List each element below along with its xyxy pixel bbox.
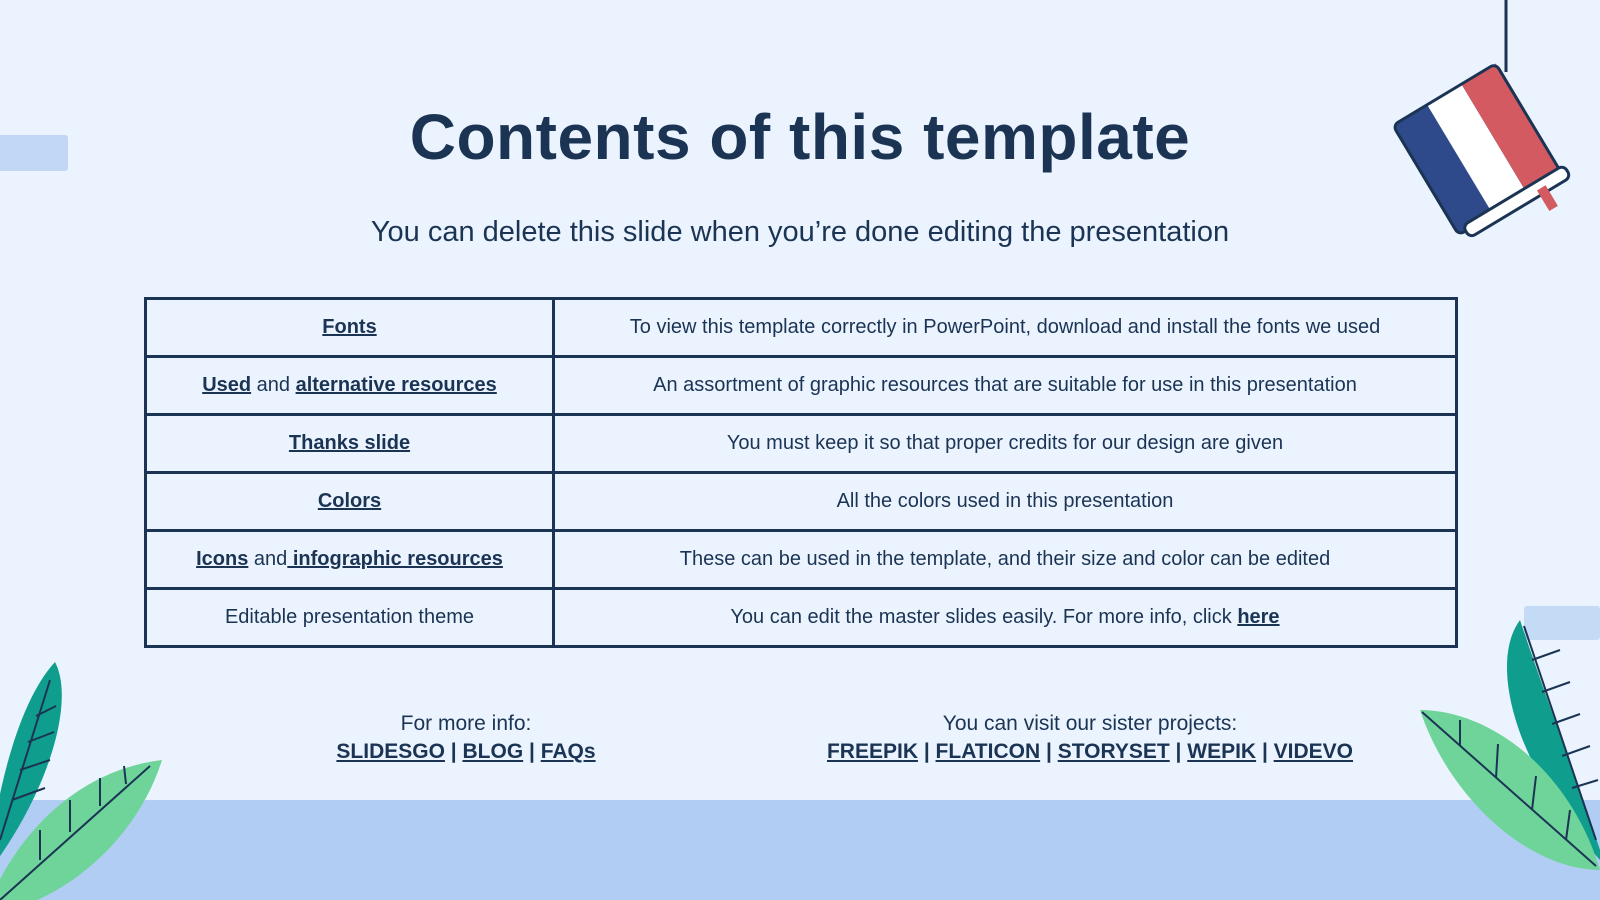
separator: | [1040,740,1058,763]
more-info-links [266,738,666,766]
joiner-text: and [251,374,296,396]
bottom-band [0,800,1600,900]
wepik-link[interactable]: WEPIK [1187,740,1257,763]
slidesgo-link[interactable]: SLIDESGO [336,740,445,763]
colors-link[interactable]: Colors [317,490,382,512]
storyset-link[interactable]: STORYSET [1057,740,1170,763]
table-cell-topic [146,473,554,531]
table-row [146,299,1457,357]
more-info-label: For more info: [400,712,532,735]
table-cell-topic [146,299,554,357]
table-cell-topic [146,357,554,415]
table-cell-topic [146,531,554,589]
more-info-block [266,710,666,766]
thanks-slide-link[interactable]: Thanks slide [288,432,411,454]
fonts-link[interactable]: Fonts [322,316,377,338]
freepik-link[interactable]: FREEPIK [826,740,918,763]
table-cell-description: These can be used in the template, and their size and color can be edited [554,531,1457,589]
description-text: You can edit the master slides easily. For more info, click [730,606,1238,628]
separator: | [1169,740,1188,763]
blog-link[interactable]: BLOG [462,740,524,763]
table-row [146,531,1457,589]
infographic-resources-link[interactable]: infographic resources [287,548,503,570]
faqs-link[interactable]: FAQs [540,740,596,763]
leaf-icon [1420,620,1600,900]
leaf-icon [0,660,170,900]
page-title: Contents of this template [409,101,1191,173]
separator: | [918,740,936,763]
table-cell-topic: Editable presentation theme [146,589,554,647]
page-subtitle: You can delete this slide when you’re done editing the presentation [370,216,1230,248]
sister-projects-block [790,710,1390,766]
separator: | [444,740,463,763]
table-cell-description: You must keep it so that proper credits for our design are given [554,415,1457,473]
videvo-link[interactable]: VIDEVO [1273,740,1354,763]
used-resources-link[interactable]: Used [202,374,252,396]
joiner-text: and [248,548,288,570]
table-cell-description: To view this template correctly in PowerPoint, download and install the fonts we used [554,299,1457,357]
table-row [146,473,1457,531]
separator: | [523,740,541,763]
icons-link[interactable]: Icons [196,548,249,570]
contents-table [144,297,1458,648]
sister-projects-links [790,738,1390,766]
table-row [146,589,1457,647]
table-cell-topic [146,415,554,473]
table-cell-description [554,589,1457,647]
separator: | [1256,740,1274,763]
flaticon-link[interactable]: FLATICON [935,740,1041,763]
table-cell-description: An assortment of graphic resources that are suitable for use in this presentation [554,357,1457,415]
table-row [146,415,1457,473]
sister-projects-label: You can visit our sister projects: [942,712,1238,735]
here-link[interactable]: here [1237,606,1280,628]
table-row [146,357,1457,415]
alternative-resources-link[interactable]: alternative resources [295,374,497,396]
table-cell-description: All the colors used in this presentation [554,473,1457,531]
